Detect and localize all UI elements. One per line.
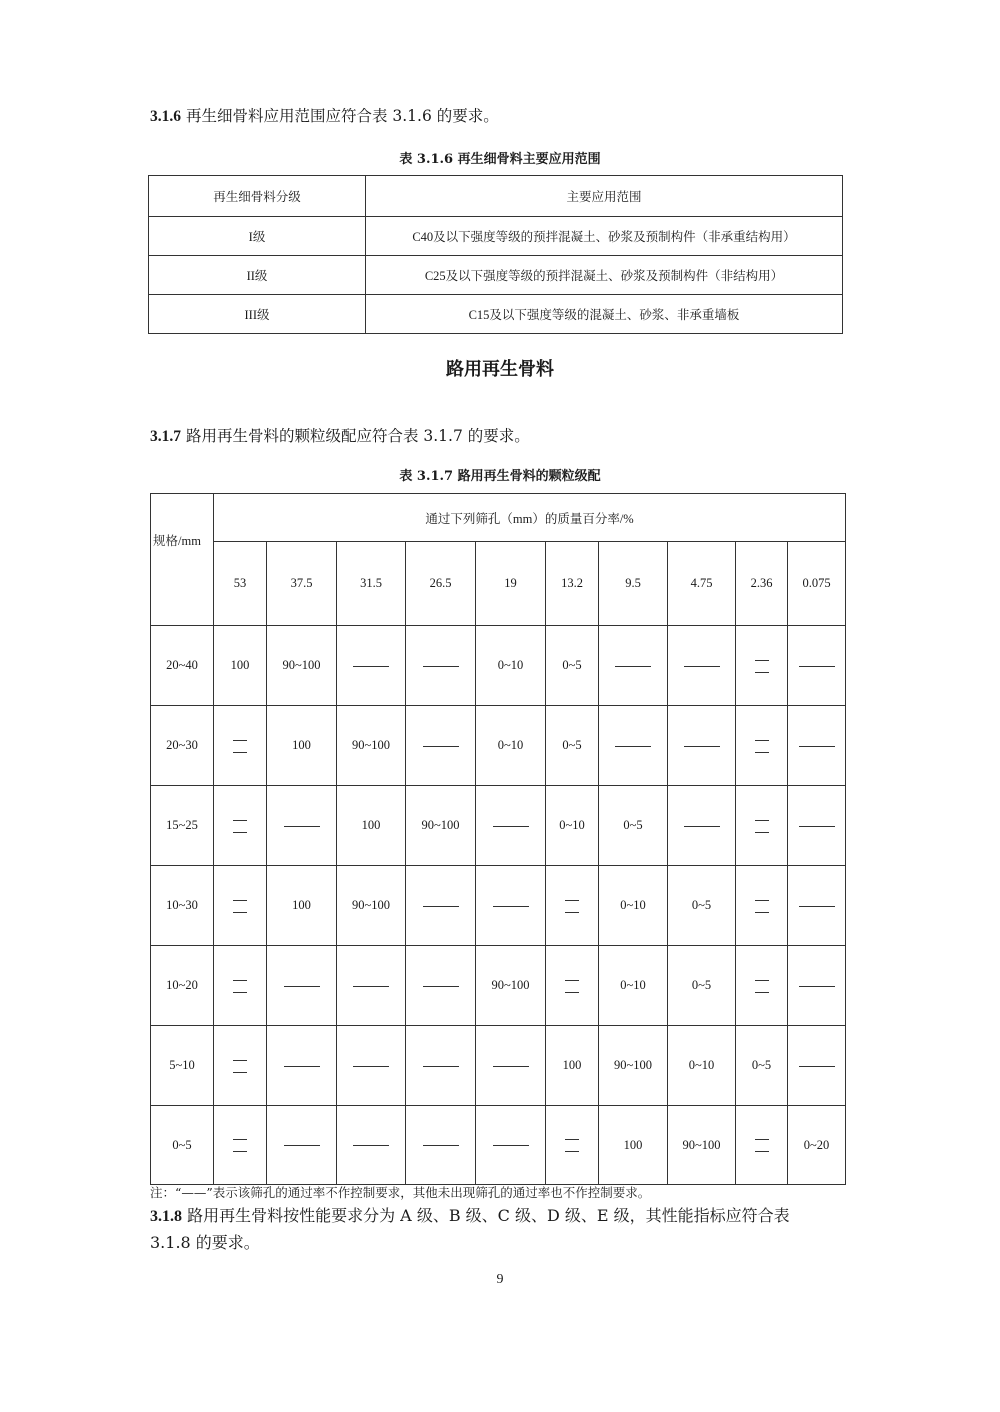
no-requirement-cell bbox=[476, 1026, 546, 1106]
table-row bbox=[151, 626, 846, 706]
clause-number: 3.1.8 bbox=[150, 1208, 182, 1225]
dash-mark bbox=[755, 980, 769, 993]
dash-mark bbox=[565, 980, 579, 993]
dash-mark bbox=[799, 826, 835, 827]
no-requirement-cell bbox=[736, 786, 788, 866]
value-cell: 0~10 bbox=[599, 946, 668, 1026]
dash-mark bbox=[423, 1066, 459, 1067]
sieve-header-row bbox=[151, 542, 846, 626]
spec-cell: 0~5 bbox=[151, 1106, 214, 1185]
no-requirement-cell bbox=[476, 786, 546, 866]
no-requirement-cell bbox=[546, 946, 599, 1026]
dash-mark bbox=[684, 746, 720, 747]
dash-mark bbox=[284, 826, 320, 827]
sieve-size-header: 9.5 bbox=[599, 542, 668, 626]
table-header-row bbox=[149, 176, 843, 217]
dash-mark bbox=[423, 986, 459, 987]
dash-mark bbox=[284, 986, 320, 987]
scope-cell: C25及以下强度等级的预拌混凝土、砂浆及预制构件（非结构用） bbox=[366, 256, 843, 295]
value-cell: 0~10 bbox=[599, 866, 668, 946]
group-header: 通过下列筛孔（mm）的质量百分率/% bbox=[214, 494, 846, 542]
dash-mark bbox=[684, 666, 720, 667]
no-requirement-cell bbox=[406, 706, 476, 786]
value-cell: 0~5 bbox=[736, 1026, 788, 1106]
value-cell: 100 bbox=[546, 1026, 599, 1106]
clause-text-line1: 路用再生骨料按性能要求分为 A 级、B 级、C 级、D 级、E 级，其性能指标应符合表 bbox=[187, 1206, 790, 1225]
value-cell: 0~5 bbox=[546, 626, 599, 706]
dash-mark bbox=[755, 740, 769, 753]
no-requirement-cell bbox=[337, 1106, 406, 1185]
table-row bbox=[149, 217, 843, 256]
value-cell: 100 bbox=[337, 786, 406, 866]
spec-header: 规格/mm bbox=[151, 494, 214, 626]
dash-mark bbox=[565, 1139, 579, 1152]
scope-cell: C40及以下强度等级的预拌混凝土、砂浆及预制构件（非承重结构用） bbox=[366, 217, 843, 256]
dash-mark bbox=[799, 746, 835, 747]
table-row bbox=[151, 706, 846, 786]
clause-text: 路用再生骨料的颗粒级配应符合表 3.1.7 的要求。 bbox=[185, 427, 530, 445]
spec-cell: 10~30 bbox=[151, 866, 214, 946]
spec-cell: 15~25 bbox=[151, 786, 214, 866]
no-requirement-cell bbox=[406, 866, 476, 946]
no-requirement-cell bbox=[546, 866, 599, 946]
dash-mark bbox=[423, 906, 459, 907]
dash-mark bbox=[755, 900, 769, 913]
no-requirement-cell bbox=[788, 786, 846, 866]
clause-number: 3.1.7 bbox=[150, 428, 181, 445]
dash-mark bbox=[353, 986, 389, 987]
no-requirement-cell bbox=[406, 1106, 476, 1185]
value-cell: 90~100 bbox=[337, 706, 406, 786]
dash-mark bbox=[799, 986, 835, 987]
dash-mark bbox=[423, 666, 459, 667]
clause-text: 再生细骨料应用范围应符合表 3.1.6 的要求。 bbox=[185, 107, 499, 125]
table-row bbox=[151, 1106, 846, 1185]
header-cell: 再生细骨料分级 bbox=[149, 176, 366, 217]
no-requirement-cell bbox=[267, 1026, 337, 1106]
dash-mark bbox=[755, 660, 769, 673]
no-requirement-cell bbox=[214, 866, 267, 946]
no-requirement-cell bbox=[788, 626, 846, 706]
spec-cell: 20~40 bbox=[151, 626, 214, 706]
no-requirement-cell bbox=[406, 946, 476, 1026]
no-requirement-cell bbox=[476, 1106, 546, 1185]
clause-text-line2: 3.1.8 的要求。 bbox=[150, 1233, 260, 1252]
table-row bbox=[151, 866, 846, 946]
dash-mark bbox=[799, 1066, 835, 1067]
table-row bbox=[151, 946, 846, 1026]
no-requirement-cell bbox=[214, 946, 267, 1026]
dash-mark bbox=[493, 1145, 529, 1146]
spec-cell: 20~30 bbox=[151, 706, 214, 786]
spec-cell: 10~20 bbox=[151, 946, 214, 1026]
no-requirement-cell bbox=[788, 946, 846, 1026]
value-cell: 0~5 bbox=[546, 706, 599, 786]
table-note: 注：“——”表示该筛孔的通过率不作控制要求，其他未出现筛孔的通过率也不作控制要求。 bbox=[150, 1185, 651, 1200]
value-cell: 90~100 bbox=[337, 866, 406, 946]
dash-mark bbox=[799, 906, 835, 907]
no-requirement-cell bbox=[214, 786, 267, 866]
table-row bbox=[149, 295, 843, 334]
sieve-size-header: 2.36 bbox=[736, 542, 788, 626]
dash-mark bbox=[565, 900, 579, 913]
value-cell: 90~100 bbox=[476, 946, 546, 1026]
value-cell: 90~100 bbox=[406, 786, 476, 866]
table-header-row bbox=[151, 494, 846, 542]
no-requirement-cell bbox=[736, 866, 788, 946]
sieve-size-header: 13.2 bbox=[546, 542, 599, 626]
spec-cell: 5~10 bbox=[151, 1026, 214, 1106]
sieve-size-header: 37.5 bbox=[267, 542, 337, 626]
sieve-size-header: 31.5 bbox=[337, 542, 406, 626]
value-cell: 0~5 bbox=[668, 946, 736, 1026]
dash-mark bbox=[284, 1066, 320, 1067]
dash-mark bbox=[233, 980, 247, 993]
table-row bbox=[151, 786, 846, 866]
value-cell: 90~100 bbox=[267, 626, 337, 706]
no-requirement-cell bbox=[214, 1026, 267, 1106]
section-heading: 路用再生骨料 bbox=[446, 359, 554, 380]
sieve-size-header: 26.5 bbox=[406, 542, 476, 626]
value-cell: 0~5 bbox=[599, 786, 668, 866]
no-requirement-cell bbox=[788, 1026, 846, 1106]
table-row bbox=[149, 256, 843, 295]
no-requirement-cell bbox=[668, 626, 736, 706]
header-cell: 主要应用范围 bbox=[366, 176, 843, 217]
dash-mark bbox=[233, 1060, 247, 1073]
table-3-1-7 bbox=[150, 493, 846, 1185]
no-requirement-cell bbox=[736, 1106, 788, 1185]
clause-3-1-7 bbox=[150, 424, 530, 449]
value-cell: 100 bbox=[267, 866, 337, 946]
value-cell: 0~10 bbox=[546, 786, 599, 866]
dash-mark bbox=[755, 820, 769, 833]
no-requirement-cell bbox=[668, 786, 736, 866]
no-requirement-cell bbox=[406, 1026, 476, 1106]
no-requirement-cell bbox=[599, 626, 668, 706]
value-cell: 100 bbox=[599, 1106, 668, 1185]
page-number: 9 bbox=[496, 1272, 504, 1287]
value-cell: 0~5 bbox=[668, 866, 736, 946]
dash-mark bbox=[233, 900, 247, 913]
dash-mark bbox=[284, 1145, 320, 1146]
dash-mark bbox=[493, 826, 529, 827]
no-requirement-cell bbox=[546, 1106, 599, 1185]
dash-mark bbox=[684, 826, 720, 827]
value-cell: 90~100 bbox=[599, 1026, 668, 1106]
dash-mark bbox=[423, 1145, 459, 1146]
dash-mark bbox=[233, 740, 247, 753]
value-cell: 0~20 bbox=[788, 1106, 846, 1185]
no-requirement-cell bbox=[599, 706, 668, 786]
value-cell: 90~100 bbox=[668, 1106, 736, 1185]
no-requirement-cell bbox=[736, 626, 788, 706]
dash-mark bbox=[353, 1066, 389, 1067]
no-requirement-cell bbox=[214, 1106, 267, 1185]
no-requirement-cell bbox=[337, 946, 406, 1026]
clause-number: 3.1.6 bbox=[150, 108, 181, 125]
clause-3-1-6 bbox=[150, 104, 499, 129]
table-3-1-6 bbox=[148, 175, 843, 334]
no-requirement-cell bbox=[736, 706, 788, 786]
no-requirement-cell bbox=[337, 626, 406, 706]
clause-3-1-8 bbox=[150, 1203, 790, 1256]
sieve-size-header: 53 bbox=[214, 542, 267, 626]
table-3-1-7-caption: 表 3.1.7 路用再生骨料的颗粒级配 bbox=[399, 469, 601, 484]
dash-mark bbox=[615, 746, 651, 747]
no-requirement-cell bbox=[337, 1026, 406, 1106]
no-requirement-cell bbox=[214, 706, 267, 786]
dash-mark bbox=[233, 820, 247, 833]
dash-mark bbox=[615, 666, 651, 667]
no-requirement-cell bbox=[736, 946, 788, 1026]
no-requirement-cell bbox=[267, 786, 337, 866]
table-row bbox=[151, 1026, 846, 1106]
no-requirement-cell bbox=[788, 706, 846, 786]
grade-cell: II级 bbox=[149, 256, 366, 295]
dash-mark bbox=[423, 746, 459, 747]
dash-mark bbox=[493, 906, 529, 907]
table-3-1-6-caption: 表 3.1.6 再生细骨料主要应用范围 bbox=[399, 152, 601, 167]
dash-mark bbox=[353, 1145, 389, 1146]
dash-mark bbox=[799, 666, 835, 667]
no-requirement-cell bbox=[788, 866, 846, 946]
dash-mark bbox=[493, 1066, 529, 1067]
grade-cell: I级 bbox=[149, 217, 366, 256]
value-cell: 100 bbox=[267, 706, 337, 786]
no-requirement-cell bbox=[668, 706, 736, 786]
dash-mark bbox=[233, 1139, 247, 1152]
dash-mark bbox=[353, 666, 389, 667]
grade-cell: III级 bbox=[149, 295, 366, 334]
sieve-size-header: 4.75 bbox=[668, 542, 736, 626]
sieve-size-header: 19 bbox=[476, 542, 546, 626]
value-cell: 0~10 bbox=[476, 706, 546, 786]
no-requirement-cell bbox=[406, 626, 476, 706]
value-cell: 0~10 bbox=[668, 1026, 736, 1106]
value-cell: 0~10 bbox=[476, 626, 546, 706]
scope-cell: C15及以下强度等级的混凝土、砂浆、非承重墙板 bbox=[366, 295, 843, 334]
no-requirement-cell bbox=[476, 866, 546, 946]
value-cell: 100 bbox=[214, 626, 267, 706]
no-requirement-cell bbox=[267, 1106, 337, 1185]
dash-mark bbox=[755, 1139, 769, 1152]
sieve-size-header: 0.075 bbox=[788, 542, 846, 626]
no-requirement-cell bbox=[267, 946, 337, 1026]
